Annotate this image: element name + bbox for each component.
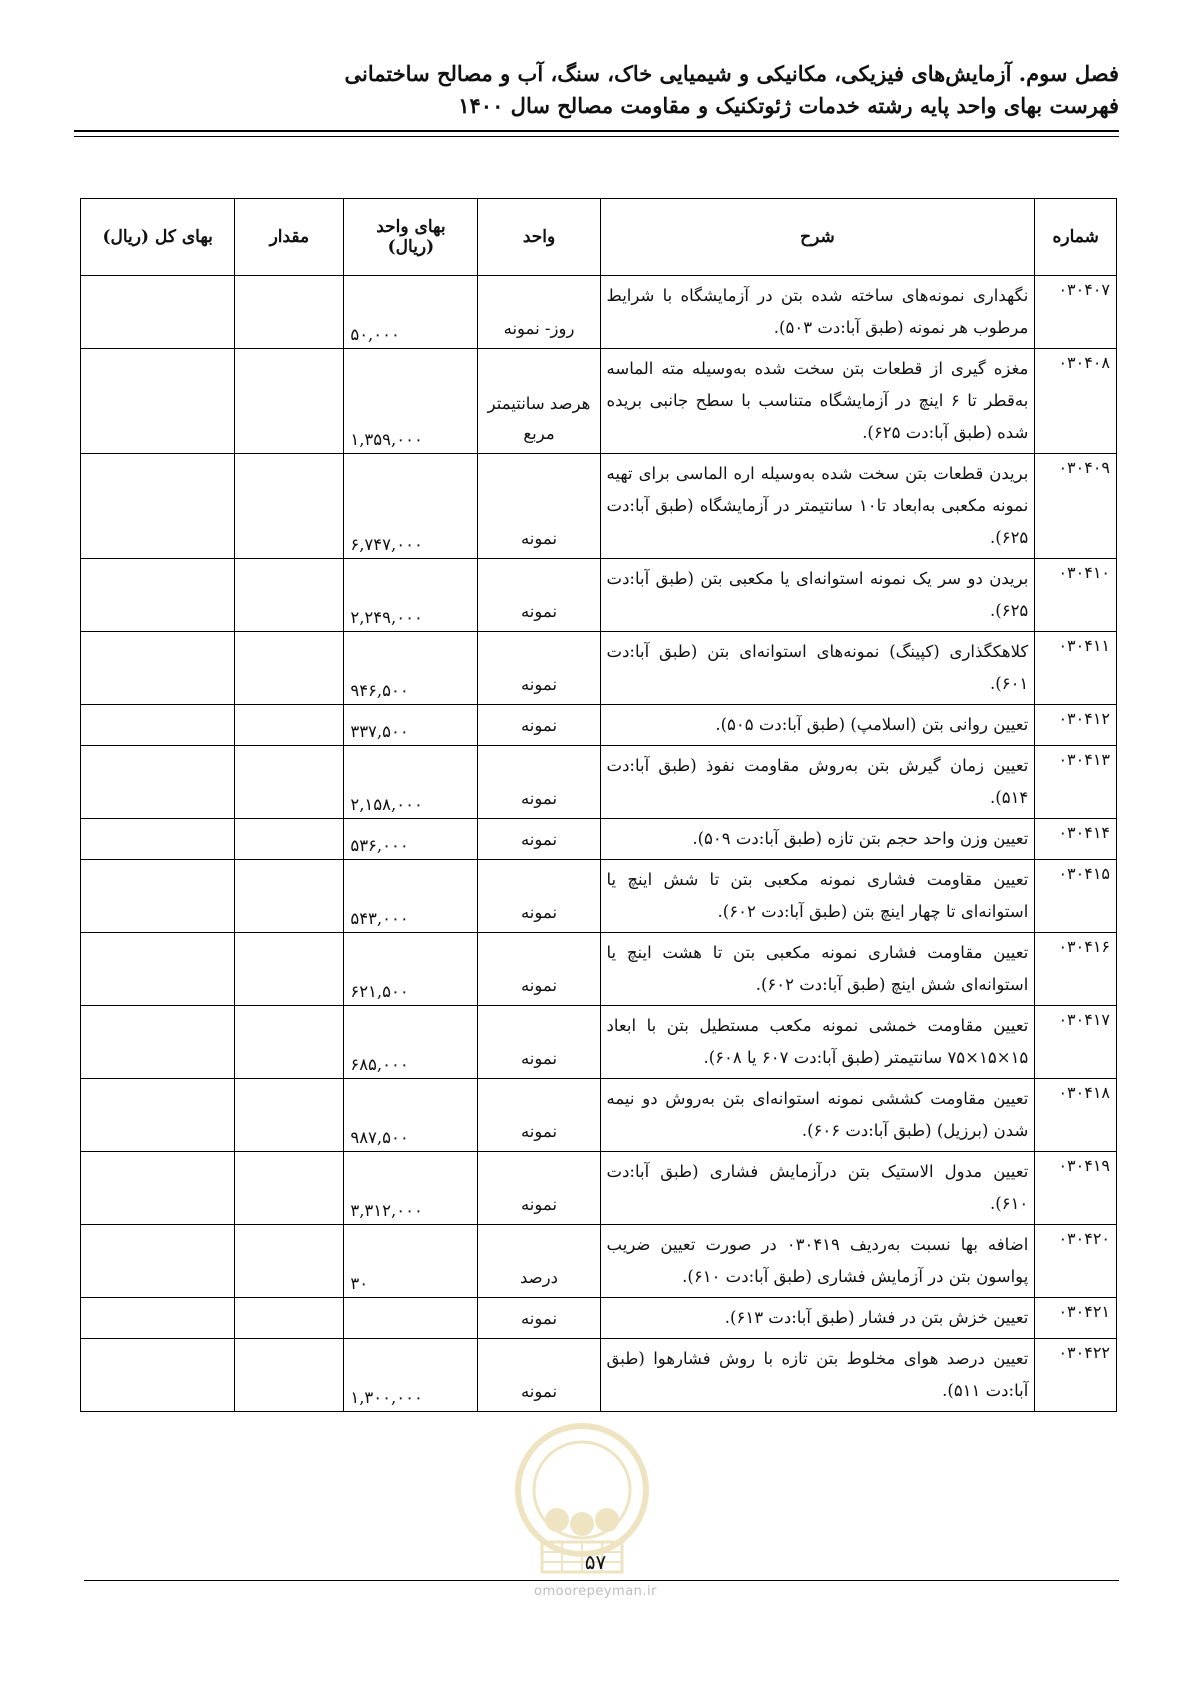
table-row xyxy=(81,1339,1117,1412)
table-row xyxy=(81,860,1117,933)
row-unit: نمونه xyxy=(478,1298,600,1339)
table-row xyxy=(81,349,1117,454)
row-unit: نمونه xyxy=(478,819,600,860)
header-rule-thin xyxy=(74,136,1119,137)
row-description: تعیین مدول الاستیک بتن درآزمایش فشاری (طبق آبا:دت ۶۱۰). xyxy=(600,1152,1035,1225)
row-quantity xyxy=(235,1225,344,1298)
row-description: تعیین مقاومت خمشی نمونه مکعب مستطیل بتن با ابعاد ۱۵×۱۵×۷۵ سانتیمتر (طبق آبا:دت ۶۰۷ یا ۶۰۸). xyxy=(600,1006,1035,1079)
row-total xyxy=(81,705,235,746)
row-quantity xyxy=(235,819,344,860)
table-row xyxy=(81,705,1117,746)
table-row xyxy=(81,559,1117,632)
row-code: ۰۳۰۴۱۶ xyxy=(1035,933,1117,1006)
row-code: ۰۳۰۴۱۸ xyxy=(1035,1079,1117,1152)
page-header xyxy=(79,58,1119,122)
row-quantity xyxy=(235,632,344,705)
price-table xyxy=(80,198,1117,1412)
row-code: ۰۳۰۴۱۲ xyxy=(1035,705,1117,746)
row-code: ۰۳۰۴۱۵ xyxy=(1035,860,1117,933)
footer-rule xyxy=(84,1580,1119,1581)
row-total xyxy=(81,1152,235,1225)
row-description: تعیین روانی بتن (اسلامپ) (طبق آبا:دت ۵۰۵). xyxy=(600,705,1035,746)
row-unit: نمونه xyxy=(478,559,600,632)
row-quantity xyxy=(235,454,344,559)
row-unit: نمونه xyxy=(478,1079,600,1152)
row-code: ۰۳۰۴۱۱ xyxy=(1035,632,1117,705)
row-unit: هرصد سانتیمتر مربع xyxy=(478,349,600,454)
header-rule-thick xyxy=(74,130,1119,132)
row-quantity xyxy=(235,1298,344,1339)
row-code: ۰۳۰۴۱۴ xyxy=(1035,819,1117,860)
row-unit-price: ۵۳۶,۰۰۰ xyxy=(344,819,478,860)
row-unit: روز- نمونه xyxy=(478,276,600,349)
row-unit: نمونه xyxy=(478,1006,600,1079)
row-quantity xyxy=(235,1006,344,1079)
row-code: ۰۳۰۴۲۰ xyxy=(1035,1225,1117,1298)
row-quantity xyxy=(235,705,344,746)
row-code: ۰۳۰۴۰۸ xyxy=(1035,349,1117,454)
row-total xyxy=(81,933,235,1006)
table-body xyxy=(81,276,1117,1412)
price-list-title: فهرست بهای واحد پایه رشته خدمات ژئوتکنیک و مقاومت مصالح سال ۱۴۰۰ xyxy=(458,93,1119,118)
table-row xyxy=(81,632,1117,705)
row-description: تعیین مقاومت کششی نمونه استوانه‌ای بتن به‌روش دو نیمه شدن (برزیل) (طبق آبا:دت ۶۰۶). xyxy=(600,1079,1035,1152)
row-description: بریدن دو سر یک نمونه استوانه‌ای یا مکعبی بتن (طبق آبا:دت ۶۲۵). xyxy=(600,559,1035,632)
row-quantity xyxy=(235,1339,344,1412)
row-total xyxy=(81,1006,235,1079)
site-watermark: omoorepeyman.ir xyxy=(534,1584,657,1599)
row-unit-price: ۳۰ xyxy=(344,1225,478,1298)
header-unit-price-currency: (ریال) xyxy=(387,237,435,257)
row-unit: نمونه xyxy=(478,454,600,559)
page-number: ۵۷ xyxy=(584,1550,607,1574)
row-unit: نمونه xyxy=(478,632,600,705)
row-description: تعیین مقاومت فشاری نمونه مکعبی بتن تا شش اینچ یا استوانه‌ای تا چهار اینچ بتن (طبق آبا:دت ۶۰۲). xyxy=(600,860,1035,933)
row-code: ۰۳۰۴۱۰ xyxy=(1035,559,1117,632)
row-total xyxy=(81,632,235,705)
row-total xyxy=(81,1225,235,1298)
row-unit: نمونه xyxy=(478,1339,600,1412)
header-unit-price-label: بهای واحد xyxy=(376,217,446,237)
row-quantity xyxy=(235,276,344,349)
table-row xyxy=(81,1006,1117,1079)
table-row xyxy=(81,276,1117,349)
table-row xyxy=(81,1225,1117,1298)
header-total: بهای کل (ریال) xyxy=(81,199,235,276)
row-code: ۰۳۰۴۱۷ xyxy=(1035,1006,1117,1079)
row-description: تعیین مقاومت فشاری نمونه مکعبی بتن تا هشت اینچ یا استوانه‌ای شش اینچ (طبق آبا:دت ۶۰۲). xyxy=(600,933,1035,1006)
table-row xyxy=(81,1079,1117,1152)
row-unit-price: ۱,۳۰۰,۰۰۰ xyxy=(344,1339,478,1412)
row-code: ۰۳۰۴۰۹ xyxy=(1035,454,1117,559)
row-unit-price: ۳۳۷,۵۰۰ xyxy=(344,705,478,746)
table-row xyxy=(81,1298,1117,1339)
row-quantity xyxy=(235,1079,344,1152)
table-row xyxy=(81,933,1117,1006)
row-unit: نمونه xyxy=(478,1152,600,1225)
header-unit-price xyxy=(344,199,478,276)
row-unit-price: ۲,۲۴۹,۰۰۰ xyxy=(344,559,478,632)
row-unit-price: ۳,۳۱۲,۰۰۰ xyxy=(344,1152,478,1225)
header-desc: شرح xyxy=(600,199,1035,276)
row-code: ۰۳۰۴۰۷ xyxy=(1035,276,1117,349)
row-unit-price xyxy=(344,1298,478,1339)
row-description: تعیین درصد هوای مخلوط بتن تازه با روش فشارهوا (طبق آبا:دت ۵۱۱). xyxy=(600,1339,1035,1412)
row-code: ۰۳۰۴۱۳ xyxy=(1035,746,1117,819)
row-unit: نمونه xyxy=(478,705,600,746)
row-total xyxy=(81,746,235,819)
row-description: کلاهکگذاری (کپینگ) نمونه‌های استوانه‌ای بتن (طبق آبا:دت ۶۰۱). xyxy=(600,632,1035,705)
row-total xyxy=(81,1339,235,1412)
row-quantity xyxy=(235,1152,344,1225)
row-quantity xyxy=(235,559,344,632)
row-unit-price: ۵۰,۰۰۰ xyxy=(344,276,478,349)
row-total xyxy=(81,276,235,349)
row-code: ۰۳۰۴۱۹ xyxy=(1035,1152,1117,1225)
row-quantity xyxy=(235,860,344,933)
row-unit: نمونه xyxy=(478,860,600,933)
row-unit-price: ۹۴۶,۵۰۰ xyxy=(344,632,478,705)
table-header-row xyxy=(81,199,1117,276)
row-unit-price: ۶,۷۴۷,۰۰۰ xyxy=(344,454,478,559)
row-description: اضافه بها نسبت به‌ردیف ۰۳۰۴۱۹ در صورت تعیین ضریب پواسون بتن در آزمایش فشاری (طبق آبا:دت ۶۱۰). xyxy=(600,1225,1035,1298)
row-code: ۰۳۰۴۲۲ xyxy=(1035,1339,1117,1412)
row-description: تعیین خزش بتن در فشار (طبق آبا:دت ۶۱۳). xyxy=(600,1298,1035,1339)
table-row xyxy=(81,1152,1117,1225)
row-description: تعیین زمان گیرش بتن به‌روش مقاومت نفوذ (طبق آبا:دت ۵۱۴). xyxy=(600,746,1035,819)
chapter-title: فصل سوم. آزمایش‌های فیزیکی، مکانیکی و شیمیایی خاک، سنگ، آب و مصالح ساختمانی xyxy=(344,61,1119,86)
row-quantity xyxy=(235,933,344,1006)
table-row xyxy=(81,746,1117,819)
row-unit: نمونه xyxy=(478,746,600,819)
row-quantity xyxy=(235,746,344,819)
row-total xyxy=(81,819,235,860)
header-code: شماره xyxy=(1035,199,1117,276)
row-unit: درصد xyxy=(478,1225,600,1298)
row-unit-price: ۲,۱۵۸,۰۰۰ xyxy=(344,746,478,819)
table-row xyxy=(81,819,1117,860)
row-total xyxy=(81,349,235,454)
row-unit: نمونه xyxy=(478,933,600,1006)
row-unit-price: ۶۲۱,۵۰۰ xyxy=(344,933,478,1006)
row-total xyxy=(81,454,235,559)
row-unit-price: ۹۸۷,۵۰۰ xyxy=(344,1079,478,1152)
row-unit-price: ۱,۳۵۹,۰۰۰ xyxy=(344,349,478,454)
row-code: ۰۳۰۴۲۱ xyxy=(1035,1298,1117,1339)
row-total xyxy=(81,860,235,933)
table-row xyxy=(81,454,1117,559)
row-total xyxy=(81,1298,235,1339)
header-unit: واحد xyxy=(478,199,600,276)
row-unit-price: ۵۴۳,۰۰۰ xyxy=(344,860,478,933)
row-description: تعیین وزن واحد حجم بتن تازه (طبق آبا:دت ۵۰۹). xyxy=(600,819,1035,860)
row-total xyxy=(81,1079,235,1152)
row-total xyxy=(81,559,235,632)
row-unit-price: ۶۸۵,۰۰۰ xyxy=(344,1006,478,1079)
header-qty: مقدار xyxy=(235,199,344,276)
row-quantity xyxy=(235,349,344,454)
row-description: نگهداری نمونه‌های ساخته شده بتن در آزمایشگاه با شرایط مرطوب هر نمونه (طبق آبا:دت ۵۰۳). xyxy=(600,276,1035,349)
row-description: مغزه گیری از قطعات بتن سخت شده به‌وسیله مته الماسه به‌قطر تا ۶ اینچ در آزمایشگاه متناسب با سطح جانبی بریده شده (طبق آبا:دت ۶۲۵). xyxy=(600,349,1035,454)
row-description: بریدن قطعات بتن سخت شده به‌وسیله اره الماسی برای تهیه نمونه مکعبی به‌ابعاد تا۱۰ سانتیمتر در آزمایشگاه (طبق آبا:دت ۶۲۵). xyxy=(600,454,1035,559)
